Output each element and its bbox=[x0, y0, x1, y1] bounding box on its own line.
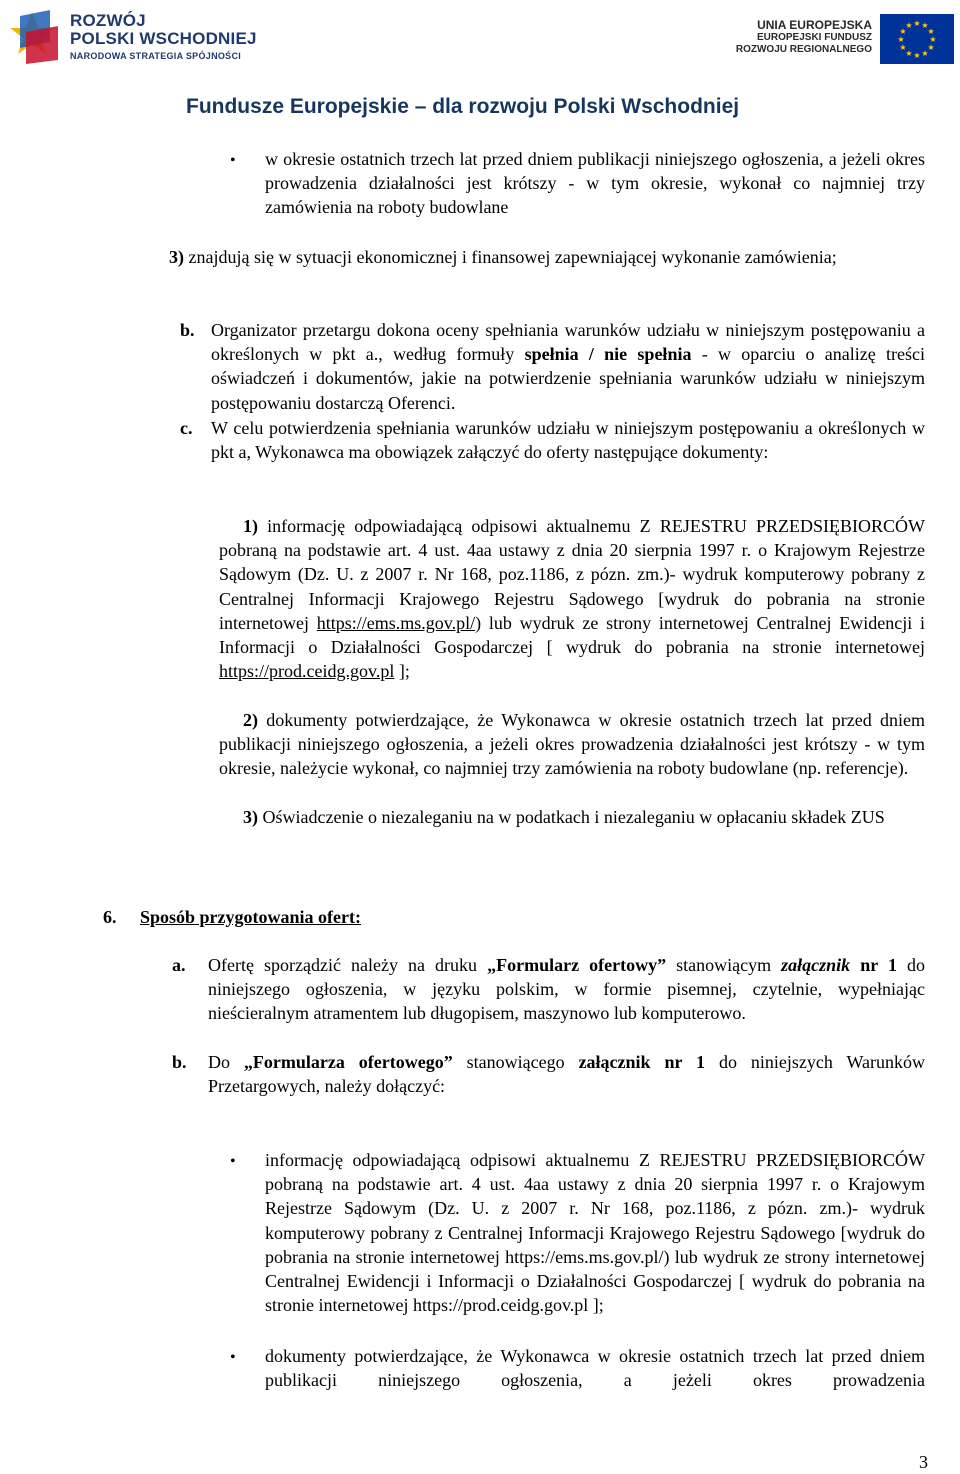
item-b-bold: spełnia / nie spełnia bbox=[524, 344, 692, 365]
svg-text:★: ★ bbox=[929, 35, 937, 44]
document-1-number: 1) bbox=[243, 516, 258, 536]
item-6b-label: b. bbox=[172, 1052, 187, 1072]
eu-logo bbox=[734, 14, 954, 64]
svg-text:★: ★ bbox=[921, 49, 929, 58]
item-6a-attachment: załącznik bbox=[781, 955, 851, 975]
document-3-text: Oświadczenie o niezaleganiu na w podatkach i niezaleganiu w opłacaniu składek ZUS bbox=[258, 807, 885, 827]
page-header-title: Fundusze Europejskie – dla rozwoju Polski Wschodniej bbox=[186, 95, 740, 118]
rozwoj-polski-wschodniej-logo bbox=[6, 6, 266, 66]
document-1-text-3: ]; bbox=[394, 661, 410, 682]
item-6b-text-1: Do bbox=[208, 1052, 244, 1072]
item-6b-paragraph bbox=[208, 1050, 925, 1098]
item-6a-attachment-number: nr 1 bbox=[860, 955, 897, 975]
logo-line-1: ROZWÓJ bbox=[70, 11, 146, 30]
svg-text:★: ★ bbox=[913, 51, 921, 60]
item-3-paragraph bbox=[147, 245, 925, 269]
item-3-number: 3) bbox=[169, 247, 184, 267]
page-number: 3 bbox=[919, 1452, 928, 1472]
section-6-number: 6. bbox=[103, 907, 117, 927]
item-6a-label: a. bbox=[172, 955, 186, 975]
svg-text:★: ★ bbox=[905, 49, 913, 58]
item-b-text-1: Organizator przetargu dokona oceny spełniania warunków udziału w niniejszym postępowaniu a określonych w pkt a., według formuły bbox=[211, 320, 925, 365]
bullet-paragraph-2: informację odpowiadającą odpisowi aktualnemu Z REJESTRU PRZEDSIĘBIORCÓW pobraną na podstawie art. 4 ust. 4aa ustawy z dnia 20 sierpnia 1997 r. o Krajowym Rejestrze Sądowym (Dz. U. z 2007 r. Nr 168, poz.1186, z pózn. zm.)- wydruk komputerowy pobrany z Centralnej Informacji Krajowego Rejestru Sądowego [wydruk do pobrania na stronie internetowej https://ems.ms.gov.pl/) lub wydruk ze strony internetowej Centralnej Ewidencji i Informacji o Działalności Gospodarczej [ wydruk do pobrania na stronie internetowej https://prod.ceidg.gov.pl ]; bbox=[265, 1150, 925, 1316]
svg-text:★: ★ bbox=[905, 21, 913, 30]
document-3-paragraph bbox=[219, 805, 925, 829]
svg-text:★: ★ bbox=[899, 43, 907, 52]
item-b-text-2: - w oparciu o analizę treści oświadczeń i dokumentów, jakie na potwierdzenie spełniania warunków udziału w niniejszym postępowaniu dostarczą Oferenci. bbox=[211, 344, 925, 413]
document-1-text-2: ) lub wydruk ze strony internetowej Centralnej Ewidencji i Informacji o Działalności Gospodarczej [ wydruk do pobrania na stronie internetowej bbox=[219, 612, 925, 658]
bullet-icon: • bbox=[230, 1153, 236, 1170]
svg-text:★: ★ bbox=[899, 27, 907, 36]
eu-logo-line-1: UNIA EUROPEJSKA bbox=[757, 18, 872, 32]
item-6b-text-2: stanowiącego bbox=[452, 1052, 579, 1072]
logo-line-3: NARODOWA STRATEGIA SPÓJNOŚCI bbox=[70, 51, 242, 61]
logo-line-2: POLSKI WSCHODNIEJ bbox=[70, 29, 257, 48]
item-6b-form-name: „Formularza ofertowego” bbox=[243, 1052, 453, 1072]
item-6b-attachment: załącznik nr 1 bbox=[578, 1052, 706, 1072]
item-6a-form-name: „Formularz ofertowy” bbox=[487, 955, 667, 975]
star-flag-icon bbox=[6, 6, 64, 66]
item-6a-paragraph bbox=[208, 953, 925, 1026]
svg-text:★: ★ bbox=[927, 27, 935, 36]
item-c-paragraph: W celu potwierdzenia spełniania warunków udziału w niniejszym postępowaniu a określonych w pkt a, Wykonawca ma obowiązek załączyć do oferty następujące dokumenty: bbox=[211, 418, 925, 463]
item-6b-text-3: do niniejszych Warunków Przetargowych, należy dołączyć: bbox=[208, 1052, 925, 1097]
eu-logo-line-3: ROZWOJU REGIONALNEGO bbox=[735, 44, 872, 55]
svg-text:★: ★ bbox=[897, 35, 905, 44]
section-6-title: Sposób przygotowania ofert: bbox=[140, 907, 361, 927]
document-1-link-ceidg[interactable]: https://prod.ceidg.gov.pl bbox=[219, 661, 395, 682]
eu-flag-icon bbox=[880, 14, 954, 64]
document-2-number: 2) bbox=[243, 710, 258, 730]
document-1-paragraph bbox=[219, 514, 925, 683]
item-6a-text-3: do niniejszego ogłoszenia, w języku polskim, w formie pisemnej, czytelnie, wypełniając nieścieralnym atramentem lub długopisem, maszynowo lub komputerowo. bbox=[208, 955, 926, 1024]
bullet-paragraph-1: w okresie ostatnich trzech lat przed dniem publikacji niniejszego ogłoszenia, a jeżeli okres prowadzenia działalności jest krótszy - w tym okresie, wykonał co najmniej trzy zamówienia na roboty budowlane bbox=[265, 149, 925, 218]
item-6a-text-2: stanowiącym bbox=[666, 955, 782, 975]
bullet-icon: • bbox=[230, 152, 236, 169]
bullet-icon: • bbox=[230, 1349, 236, 1366]
document-2-text: dokumenty potwierdzające, że Wykonawca w okresie ostatnich trzech lat przed dniem publikacji niniejszego ogłoszenia, a jeżeli okres prowadzenia działalności jest krótszy - w tym okresie, należycie wykonał, co najmniej trzy zamówienia na roboty budowlane (np. referencje). bbox=[219, 710, 925, 779]
svg-text:★: ★ bbox=[927, 43, 935, 52]
document-1-link-ems[interactable]: https://ems.ms.gov.pl/ bbox=[316, 612, 476, 633]
document-2-paragraph bbox=[219, 708, 925, 781]
svg-text:★: ★ bbox=[921, 21, 929, 30]
item-b-label: b. bbox=[180, 320, 195, 340]
bullet-paragraph-3: dokumenty potwierdzające, że Wykonawca w okresie ostatnich trzech lat przed dniem publikacji niniejszego ogłoszenia, a jeżeli okres prowadzenia bbox=[265, 1346, 925, 1391]
svg-text:★: ★ bbox=[913, 19, 921, 28]
item-3-text: znajdują się w sytuacji ekonomicznej i finansowej zapewniającej wykonanie zamówienia; bbox=[188, 247, 837, 267]
item-b-paragraph bbox=[211, 318, 925, 415]
item-c-label: c. bbox=[180, 418, 193, 438]
document-1-text-1: informację odpowiadającą odpisowi aktualnemu Z REJESTRU PRZEDSIĘBIORCÓW pobraną na podstawie art. 4 ust. 4aa ustawy z dnia 20 sierpnia 1997 r. o Krajowym Rejestrze Sądowym (Dz. U. z 2007 r. Nr 168, poz.1186, z pózn. zm.)- wydruk komputerowy pobrany z Centralnej Informacji Krajowego Rejestru Sądowego [wydruk do pobrania na stronie internetowej bbox=[219, 516, 925, 633]
eu-logo-line-2: EUROPEJSKI FUNDUSZ bbox=[756, 32, 872, 43]
item-6a-text-1: Ofertę sporządzić należy na druku bbox=[208, 955, 488, 975]
document-3-number: 3) bbox=[243, 807, 258, 827]
